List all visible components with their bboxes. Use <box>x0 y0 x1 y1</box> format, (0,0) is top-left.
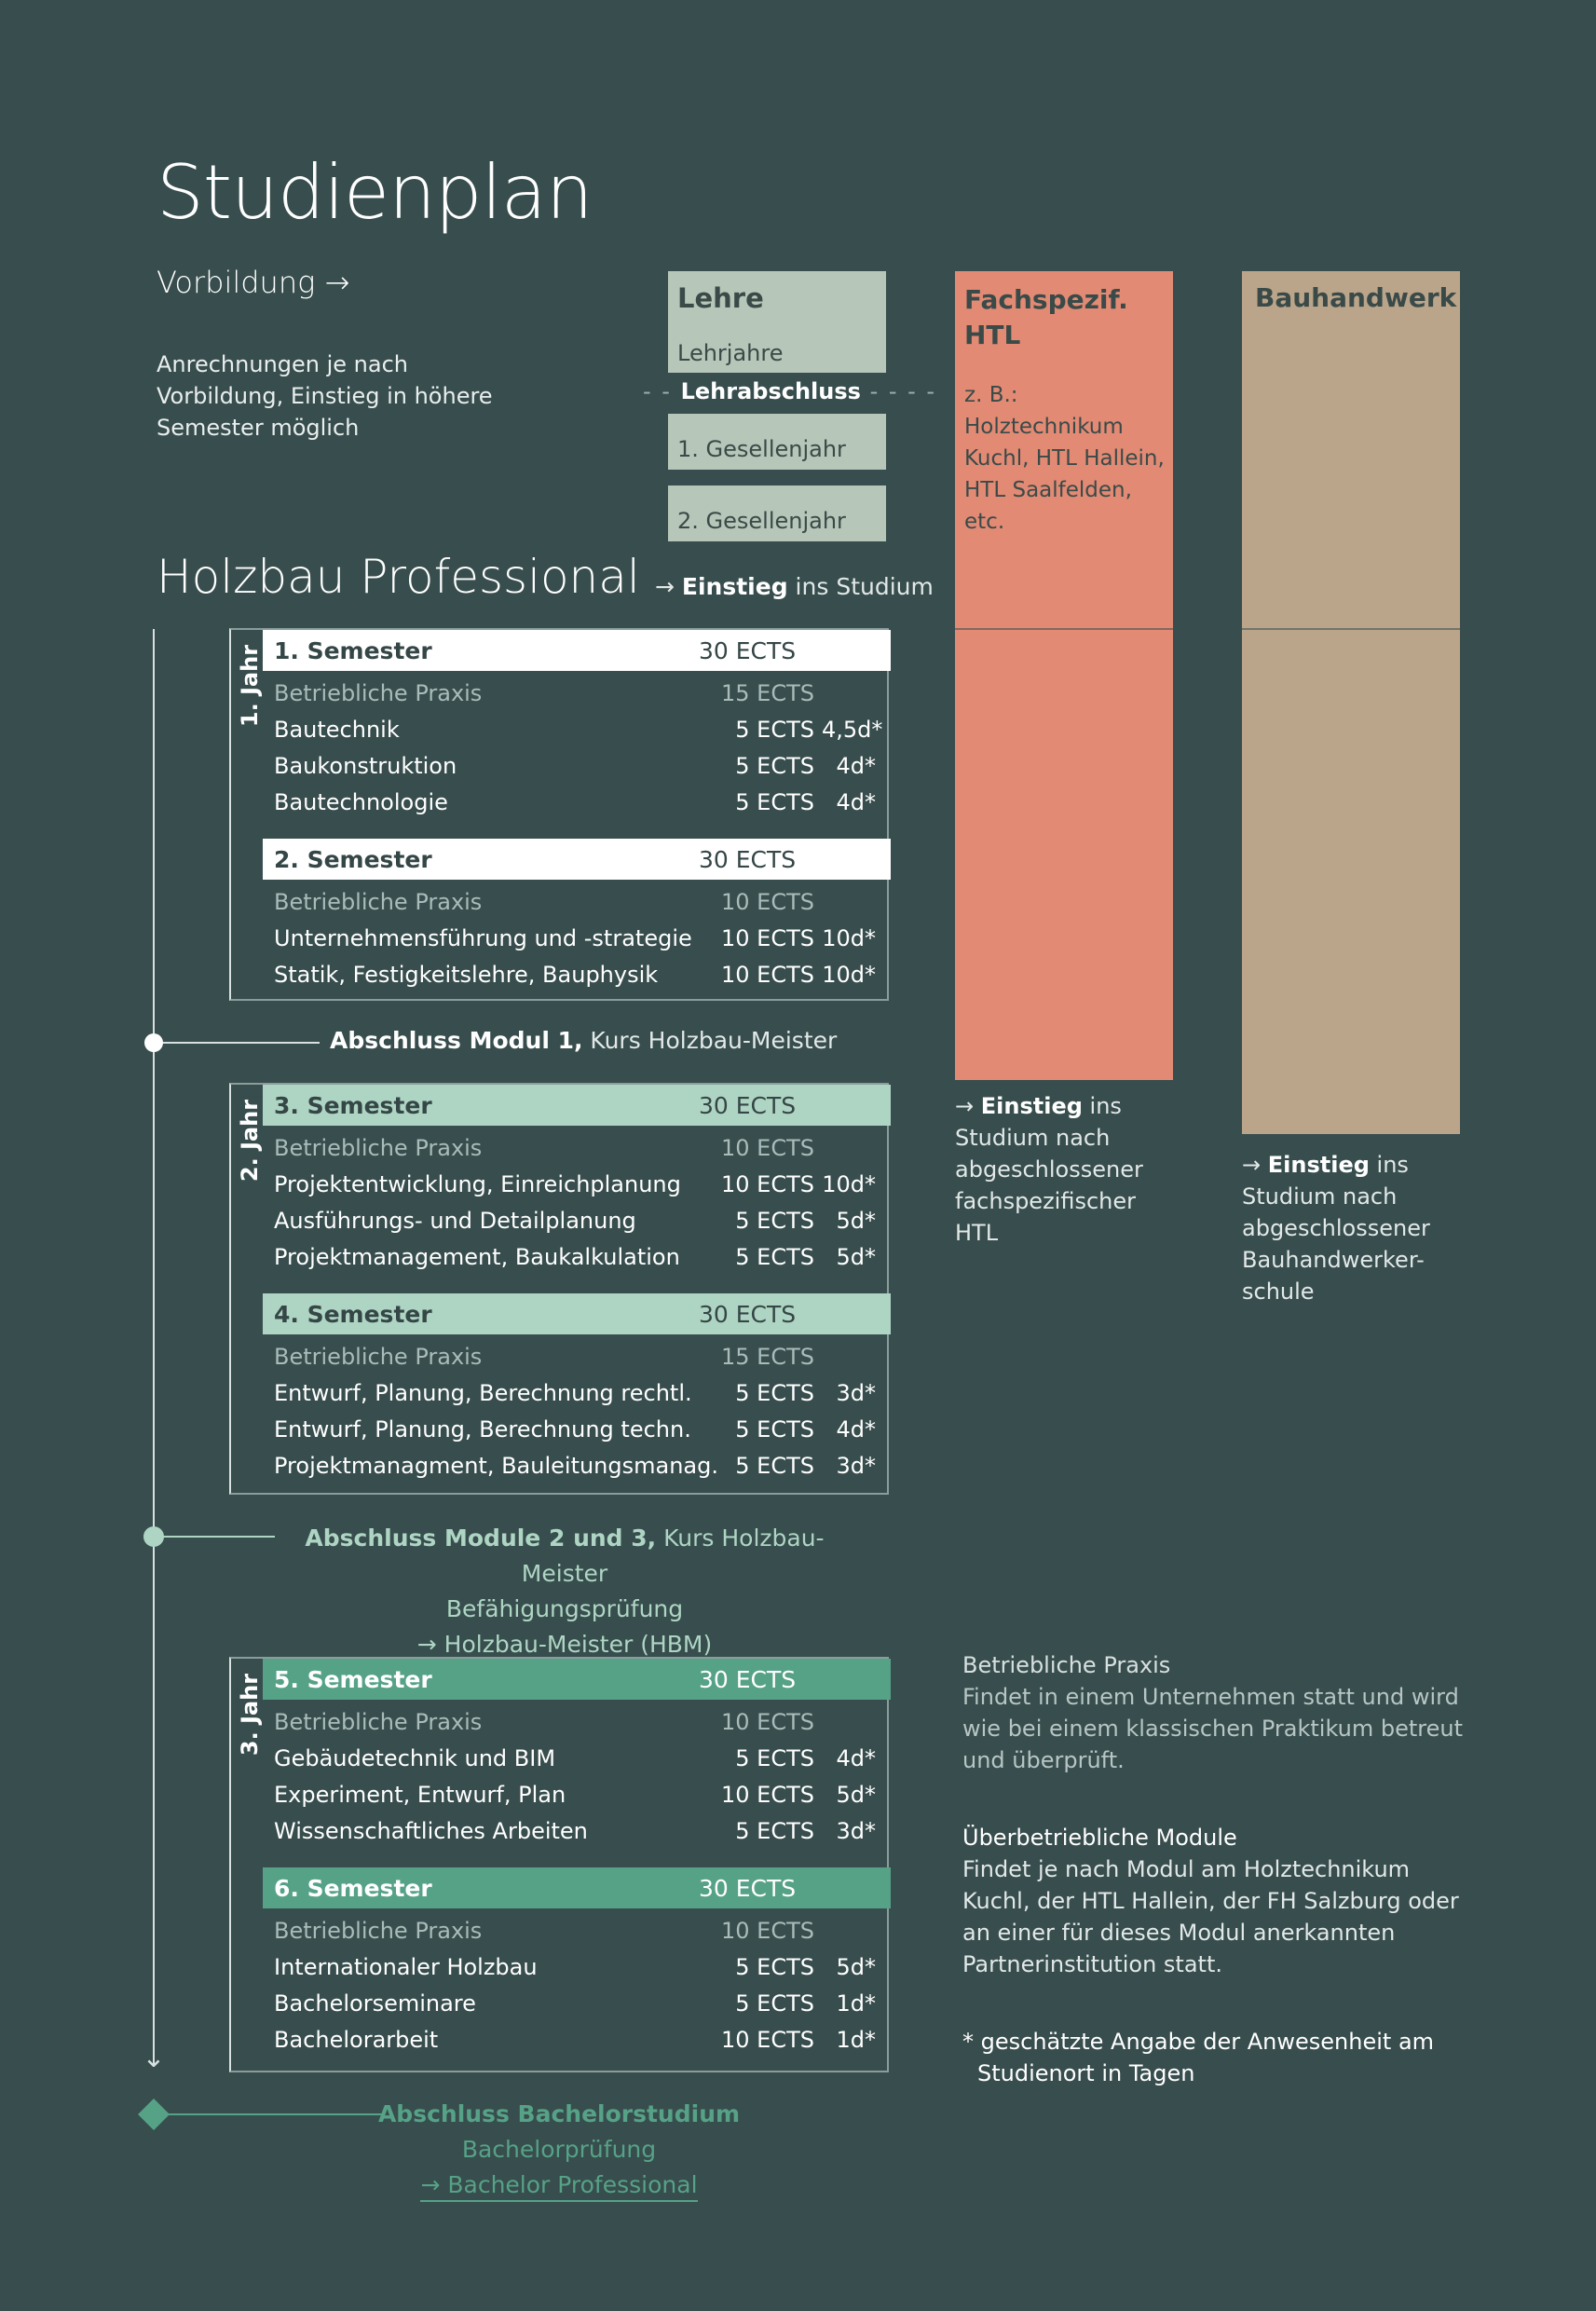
info-module-text: Findet je nach Modul am Holztechnikum Kuchl, der HTL Hallein, der FH Salzburg oder an einer für dieses Modul anerkannten Partnerinstitution statt. <box>962 1856 1459 1977</box>
module-name: Betriebliche Praxis <box>274 680 483 706</box>
module-ects: 5 ECTS <box>735 1990 814 2017</box>
module-name: Baukonstruktion <box>274 753 457 779</box>
module-days: 4d* <box>836 789 876 815</box>
bau-entry-bold: Einstieg <box>1267 1152 1370 1178</box>
module-name: Statik, Festigkeitslehre, Bauphysik <box>274 962 659 988</box>
module-ects: 10 ECTS <box>721 889 814 915</box>
semester-name: 4. Semester <box>274 1301 432 1328</box>
table-row <box>274 1380 880 1416</box>
semester-ects: 30 ECTS <box>699 637 797 664</box>
module-name: Bautechnik <box>274 717 400 743</box>
module-ects: 5 ECTS <box>735 1818 814 1844</box>
module-days: 3d* <box>836 1380 876 1406</box>
bauhandwerk-title: Bauhandwerk <box>1255 282 1457 313</box>
bachelor-link[interactable]: → Bachelor Professional <box>420 2170 697 2202</box>
module-ects: 10 ECTS <box>721 1918 814 1944</box>
program-entry <box>655 573 934 600</box>
vorbildung-note: Anrechnungen je nach Vorbildung, Einstieg in höhere Semester möglich <box>157 351 493 441</box>
milestone-2-label <box>285 1521 844 1662</box>
semester-6-header <box>263 1867 891 1908</box>
semester-name: 3. Semester <box>274 1092 432 1119</box>
module-days: 4,5d* <box>822 717 883 743</box>
module-ects: 5 ECTS <box>735 1380 814 1406</box>
module-days: 3d* <box>836 1453 876 1479</box>
table-row <box>274 717 883 753</box>
module-name: Entwurf, Planung, Berechnung techn. <box>274 1416 691 1443</box>
year-2-group <box>229 1083 889 1495</box>
module-name: Experiment, Entwurf, Plan <box>274 1782 566 1808</box>
vorbildung-label: Vorbildung → <box>157 265 350 300</box>
module-name: Projektentwicklung, Einreichplanung <box>274 1171 681 1197</box>
gesellenjahr-1 <box>668 414 886 470</box>
module-days: 1d* <box>836 2027 876 2053</box>
semester-name: 5. Semester <box>274 1666 432 1693</box>
semester-ects: 30 ECTS <box>699 1301 797 1328</box>
semester-ects: 30 ECTS <box>699 1092 797 1119</box>
lehrabschluss <box>643 378 937 404</box>
year-2-label: 2. Jahr <box>237 1096 263 1185</box>
module-name: Wissenschaftliches Arbeiten <box>274 1818 588 1844</box>
module-name: Betriebliche Praxis <box>274 1918 483 1944</box>
semester-name: 2. Semester <box>274 846 432 873</box>
semester-1-header <box>263 630 891 671</box>
semester-name: 6. Semester <box>274 1875 432 1902</box>
module-days: 4d* <box>836 1745 876 1771</box>
module-ects: 5 ECTS <box>735 1244 814 1270</box>
module-ects: 15 ECTS <box>721 680 814 706</box>
milestone-1-label <box>330 1027 837 1054</box>
module-name: Betriebliche Praxis <box>274 1344 483 1370</box>
footnote-line2: Studienort in Tagen <box>977 2060 1195 2086</box>
module-days: 4d* <box>836 1416 876 1443</box>
table-row <box>274 1709 880 1745</box>
dash-right: - - - - <box>860 378 937 404</box>
table-row <box>274 1782 880 1818</box>
table-row <box>274 889 880 925</box>
module-ects: 15 ECTS <box>721 1344 814 1370</box>
table-row <box>274 2027 880 2063</box>
milestone-3-label <box>373 2097 745 2203</box>
module-days: 5d* <box>836 1954 876 1980</box>
module-ects: 10 ECTS <box>721 962 814 988</box>
year-3-group <box>229 1657 889 2072</box>
bauhandwerk-column <box>1242 271 1460 1134</box>
module-name: Projektmanagement, Baukalkulation <box>274 1244 680 1270</box>
info-module <box>962 1822 1466 1980</box>
htl-title-line1: Fachspezif. <box>964 284 1128 315</box>
module-name: Betriebliche Praxis <box>274 889 483 915</box>
module-ects: 10 ECTS <box>721 1782 814 1808</box>
hbm-link[interactable]: → Holzbau-Meister (HBM) <box>417 1630 712 1661</box>
semester-ects: 30 ECTS <box>699 846 797 873</box>
lehre-title: Lehre <box>677 282 764 314</box>
lehre-box <box>668 271 886 373</box>
module-name: Betriebliche Praxis <box>274 1135 483 1161</box>
module-name: Projektmanagment, Bauleitungsmanag. <box>274 1453 718 1479</box>
lehrabschluss-label: Lehrabschluss <box>680 378 861 404</box>
htl-entry-rest: ins Studium nach abgeschlossener fachspezifischer HTL <box>955 1093 1143 1246</box>
footnote-line1: * geschätzte Angabe der Anwesenheit am <box>962 2029 1435 2055</box>
bau-entry-arrow: → <box>1242 1152 1268 1178</box>
htl-entry-text <box>955 1090 1169 1249</box>
semester-ects: 30 ECTS <box>699 1875 797 1902</box>
footnote <box>962 2026 1466 2089</box>
page-title: Studienplan <box>157 149 593 236</box>
gesellenjahr-2 <box>668 485 886 541</box>
info-praxis-text: Findet in einem Unternehmen statt und wird wie bei einem klassischen Praktikum betreut und überprüft. <box>962 1684 1463 1773</box>
milestone-1-connector <box>154 1042 320 1044</box>
htl-title <box>964 282 1128 353</box>
bauhandwerk-divider <box>1242 628 1460 630</box>
lehre-sub: Lehrjahre <box>677 340 784 366</box>
table-row <box>274 680 880 717</box>
module-days: 4d* <box>836 753 876 779</box>
bau-entry-rest: ins Studium nach abgeschlossener Bauhandwerker-schule <box>1242 1152 1430 1305</box>
semester-4-header <box>263 1293 891 1334</box>
module-ects: 5 ECTS <box>735 1745 814 1771</box>
dash-left: - - <box>643 378 681 404</box>
module-ects: 5 ECTS <box>735 1416 814 1443</box>
table-row <box>274 962 880 998</box>
timeline-line <box>153 629 155 2064</box>
milestone-3-connector <box>154 2113 385 2115</box>
milestone-2-bold: Abschluss Module 2 und 3, <box>305 1525 657 1552</box>
module-ects: 5 ECTS <box>735 1453 814 1479</box>
module-ects: 5 ECTS <box>735 1208 814 1234</box>
year-1-label: 1. Jahr <box>237 641 263 731</box>
info-praxis <box>962 1649 1466 1776</box>
module-name: Internationaler Holzbau <box>274 1954 538 1980</box>
milestone-1-bold: Abschluss Modul 1, <box>330 1027 583 1054</box>
milestone-3-diamond-icon <box>138 2099 170 2130</box>
gesellenjahr-1-label: 1. Gesellenjahr <box>677 436 846 462</box>
milestone-2-dot <box>143 1526 164 1547</box>
htl-entry-arrow: → <box>955 1093 981 1119</box>
module-ects: 10 ECTS <box>721 925 814 951</box>
module-ects: 10 ECTS <box>721 1135 814 1161</box>
module-name: Gebäudetechnik und BIM <box>274 1745 556 1771</box>
year-1-group <box>229 628 889 1001</box>
table-row <box>274 1954 880 1990</box>
table-row <box>274 1990 880 2027</box>
module-ects: 10 ECTS <box>721 1171 814 1197</box>
module-name: Ausführungs- und Detailplanung <box>274 1208 636 1234</box>
module-ects: 10 ECTS <box>721 1709 814 1735</box>
table-row <box>274 925 880 962</box>
program-entry-rest: ins Studium <box>787 573 934 600</box>
module-days: 10d* <box>822 1171 876 1197</box>
semester-name: 1. Semester <box>274 637 432 664</box>
program-entry-arrow: → <box>655 573 682 600</box>
semester-5-header <box>263 1659 891 1700</box>
table-row <box>274 1208 880 1244</box>
semester-ects: 30 ECTS <box>699 1666 797 1693</box>
module-name: Unternehmensführung und -strategie <box>274 925 692 951</box>
module-days: 10d* <box>822 925 876 951</box>
module-ects: 5 ECTS <box>735 1954 814 1980</box>
table-row <box>274 1453 880 1489</box>
milestone-2-rest: Kurs Holzbau-Meister <box>521 1525 825 1587</box>
module-name: Bachelorseminare <box>274 1990 476 2017</box>
milestone-3-bold: Abschluss Bachelorstudium <box>377 2100 741 2127</box>
htl-divider <box>955 628 1173 630</box>
info-praxis-title: Betriebliche Praxis <box>962 1652 1171 1678</box>
semester-3-header <box>263 1085 891 1126</box>
table-row <box>274 1818 880 1854</box>
htl-entry-bold: Einstieg <box>980 1093 1083 1119</box>
milestone-2-connector <box>154 1536 275 1538</box>
module-name: Betriebliche Praxis <box>274 1709 483 1735</box>
module-days: 3d* <box>836 1818 876 1844</box>
program-title: Holzbau Professional <box>157 550 640 604</box>
module-days: 1d* <box>836 1990 876 2017</box>
table-row <box>274 1918 880 1954</box>
htl-description: z. B.: Holztechnikum Kuchl, HTL Hallein, HTL Saalfelden, etc. <box>964 383 1165 534</box>
module-days: 5d* <box>836 1244 876 1270</box>
htl-title-line2: HTL <box>964 320 1021 350</box>
module-ects: 5 ECTS <box>735 753 814 779</box>
module-days: 5d* <box>836 1782 876 1808</box>
htl-column <box>955 271 1173 1080</box>
milestone-1-rest: Kurs Holzbau-Meister <box>582 1027 838 1054</box>
milestone-2-line2: Befähigungsprüfung <box>445 1595 684 1622</box>
milestone-1-dot <box>144 1033 163 1052</box>
module-ects: 5 ECTS <box>735 717 814 743</box>
table-row <box>274 1135 880 1171</box>
module-name: Bachelorarbeit <box>274 2027 439 2053</box>
module-ects: 10 ECTS <box>721 2027 814 2053</box>
table-row <box>274 1416 880 1453</box>
module-ects: 5 ECTS <box>735 789 814 815</box>
module-days: 5d* <box>836 1208 876 1234</box>
table-row <box>274 1171 880 1208</box>
table-row <box>274 1244 880 1280</box>
info-module-title: Überbetriebliche Module <box>962 1825 1237 1851</box>
module-days: 10d* <box>822 962 876 988</box>
milestone-3-line2: Bachelorprüfung <box>461 2136 657 2163</box>
bauhandwerk-entry-text <box>1242 1149 1460 1307</box>
semester-2-header <box>263 839 891 880</box>
year-3-label: 3. Jahr <box>237 1670 263 1759</box>
table-row <box>274 789 880 826</box>
table-row <box>274 753 880 789</box>
table-row <box>274 1745 880 1782</box>
table-row <box>274 1344 880 1380</box>
gesellenjahr-2-label: 2. Gesellenjahr <box>677 508 846 534</box>
timeline-arrow-down-icon: ⌄ <box>142 2042 166 2074</box>
module-name: Entwurf, Planung, Berechnung rechtl. <box>274 1380 692 1406</box>
module-name: Bautechnologie <box>274 789 448 815</box>
program-entry-bold: Einstieg <box>681 573 788 600</box>
